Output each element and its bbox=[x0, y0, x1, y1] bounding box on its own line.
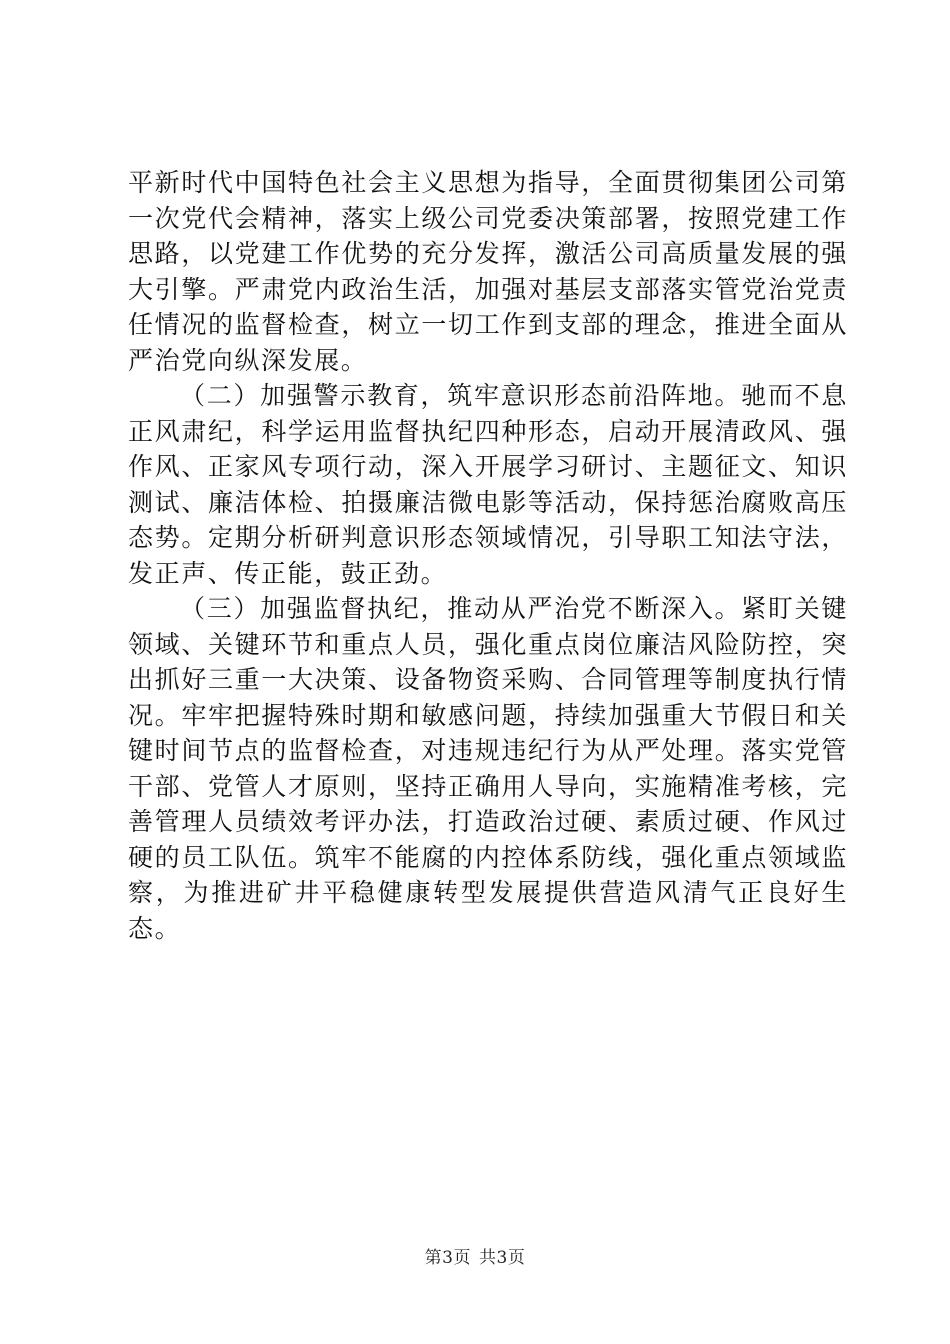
paragraph-continuation: 平新时代中国特色社会主义思想为指导，全面贯彻集团公司第一次党代会精神，落实上级公司党委决策部署，按照党建工作思路，以党建工作优势的充分发挥，激活公司高质量发展的强大引擎。严肃党内政治生活，加强对基层支部落实管党治党责任情况的监督检查，树立一切工作到支部的理念，推进全面从严治党向纵深发展。 bbox=[128, 168, 848, 375]
page-total: 共3页 bbox=[479, 1248, 526, 1268]
paragraph-section-3: （三）加强监督执纪，推动从严治党不断深入。紧盯关键领域、关键环节和重点人员，强化重点岗位廉洁风险防控，突出抓好三重一大决策、设备物资采购、合同管理等制度执行情况。牢牢把握特殊时期和敏感问题，持续加强重大节假日和关键时间节点的监督检查，对违规违纪行为从严处理。落实党管干部、党管人才原则，坚持正确用人导向，实施精准考核，完善管理人员绩效考评办法，打造政治过硬、素质过硬、作风过硬的员工队伍。筑牢不能腐的内控体系防线，强化重点领域监察，为推进矿井平稳健康转型发展提供营造风清气正良好生态。 bbox=[128, 594, 848, 943]
page-number: 第3页 bbox=[424, 1248, 471, 1268]
document-body bbox=[128, 165, 848, 946]
paragraph-section-2: （二）加强警示教育，筑牢意识形态前沿阵地。驰而不息正风肃纪，科学运用监督执纪四种形态，启动开展清政风、强作风、正家风专项行动，深入开展学习研讨、主题征文、知识测试、廉洁体检、拍摄廉洁微电影等活动，保持惩治腐败高压态势。定期分析研判意识形态领域情况，引导职工知法守法，发正声、传正能，鼓正劲。 bbox=[128, 381, 848, 588]
page-footer bbox=[0, 1243, 950, 1268]
